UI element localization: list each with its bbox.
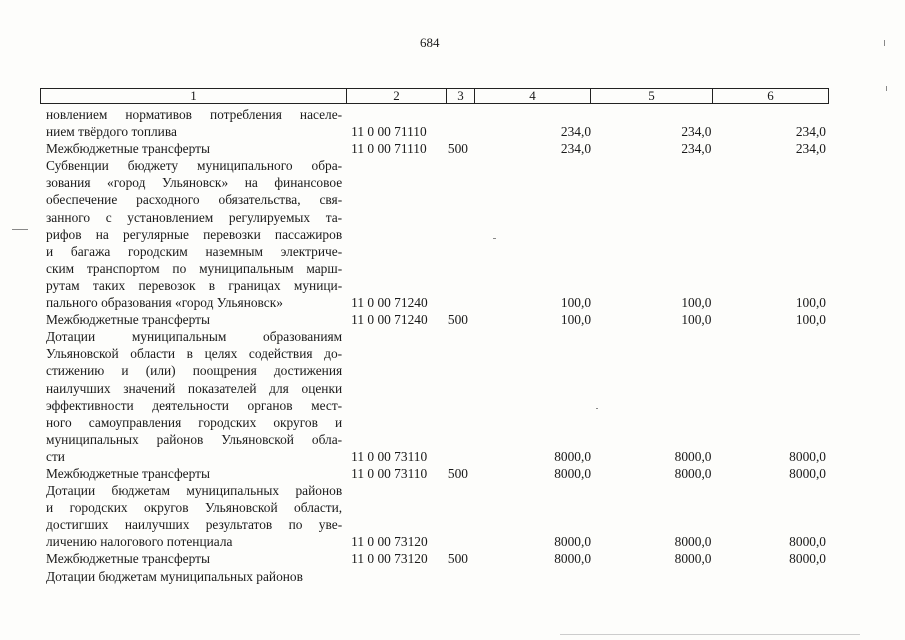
- description-line: зования «город Ульяновск» на финансовое: [46, 175, 343, 191]
- row-value-2020: 8000,0: [674, 465, 712, 481]
- scan-mark: [493, 238, 496, 239]
- scan-mark: [886, 86, 887, 91]
- row-description: [46, 465, 342, 482]
- description-line: Дотации бюджетам муниципальных районов: [46, 483, 343, 499]
- row-description: [46, 328, 342, 465]
- table-row: [46, 550, 826, 567]
- row-expense-type: 500: [447, 141, 468, 157]
- row-value-2019: 8000,0: [554, 551, 592, 567]
- row-code: 11 0 00 71240: [351, 295, 428, 311]
- description-line: Ульяновской области в целях содействия до-: [46, 346, 343, 362]
- row-description: [46, 550, 342, 567]
- row-value-2020: 8000,0: [674, 551, 712, 567]
- table-row: [46, 140, 826, 157]
- row-description: [46, 311, 342, 328]
- row-value-2021: 100,0: [795, 312, 826, 328]
- description-line: занного с установлением регулируемых та-: [46, 209, 343, 225]
- description-line: ским транспортом по муниципальным марш-: [46, 260, 343, 276]
- row-expense-type: 500: [447, 465, 468, 481]
- description-line: и городских округов Ульяновской области,: [46, 500, 343, 516]
- description-line: наилучших значений показателей для оценки: [46, 380, 343, 396]
- description-line: Субвенции бюджету муниципального обра-: [46, 158, 343, 174]
- description-line: стижению и (или) поощрения достижения: [46, 363, 343, 379]
- description-line: эффективности деятельности органов мест-: [46, 397, 343, 413]
- row-code: 11 0 00 73120: [351, 551, 428, 567]
- row-value-2021: 8000,0: [789, 551, 826, 567]
- row-value-2020: 234,0: [681, 124, 712, 140]
- description-line: Межбюджетные трансферты: [46, 141, 210, 157]
- row-description: [46, 140, 342, 157]
- description-line: пального образования «город Ульяновск»: [46, 295, 283, 311]
- description-line: рифов на регулярные перевозки пассажиров: [46, 226, 343, 242]
- description-line: достигших наилучших результатов по уве-: [46, 517, 343, 533]
- row-description: [46, 106, 342, 140]
- description-line: новлением нормативов потребления населе-: [46, 107, 343, 122]
- description-line: ного самоуправления городских округов и: [46, 414, 343, 430]
- row-value-2021: 8000,0: [789, 534, 826, 550]
- header-col-1: 1: [41, 89, 347, 103]
- row-value-2019: 8000,0: [554, 534, 592, 550]
- row-code: 11 0 00 73120: [351, 534, 428, 550]
- description-line: Дотации бюджетам муниципальных районов: [46, 568, 303, 584]
- header-col-6: 6: [767, 88, 774, 103]
- row-description: [46, 157, 342, 311]
- row-value-2020: 100,0: [681, 295, 712, 311]
- row-code: 11 0 00 71110: [351, 124, 427, 140]
- description-line: обеспечение расходного обязательства, свя-: [46, 192, 343, 208]
- description-line: рутам таких перевозок в границах муници-: [46, 277, 343, 293]
- row-expense-type: 500: [447, 312, 468, 328]
- row-value-2021: 8000,0: [789, 465, 826, 481]
- row-value-2021: 100,0: [795, 295, 826, 311]
- table-row: [46, 157, 826, 311]
- row-value-2019: 234,0: [560, 141, 592, 157]
- header-col-5: 5: [591, 89, 713, 103]
- table-header: [40, 88, 829, 104]
- row-value-2019: 100,0: [560, 295, 592, 311]
- row-code: 11 0 00 71240: [351, 312, 428, 328]
- header-col-3: 3: [447, 89, 475, 103]
- row-value-2020: 8000,0: [674, 448, 712, 464]
- description-line: личению налогового потенциала: [46, 534, 233, 550]
- table-row: [46, 568, 826, 585]
- row-value-2019: 8000,0: [554, 448, 592, 464]
- scan-mark: [596, 408, 598, 409]
- scan-mark: [12, 229, 28, 230]
- description-line: Межбюджетные трансферты: [46, 312, 210, 328]
- description-line: нием твёрдого топлива: [46, 124, 177, 140]
- table-body: [46, 106, 826, 585]
- description-line: и багажа городским наземным электриче-: [46, 243, 343, 259]
- description-line: Межбюджетные трансферты: [46, 551, 210, 567]
- row-value-2021: 234,0: [795, 141, 826, 157]
- description-line: Дотации муниципальным образованиям: [46, 329, 343, 345]
- row-description: [46, 482, 342, 550]
- table-row: [46, 311, 826, 328]
- row-value-2019: 234,0: [560, 124, 592, 140]
- row-value-2021: 8000,0: [789, 448, 826, 464]
- row-value-2019: 8000,0: [554, 465, 592, 481]
- row-value-2020: 234,0: [681, 141, 712, 157]
- table-row: [46, 465, 826, 482]
- page-number: 684: [420, 35, 440, 50]
- row-value-2019: 100,0: [560, 312, 592, 328]
- row-value-2020: 100,0: [681, 312, 712, 328]
- table-row: [46, 328, 826, 465]
- row-description: [46, 568, 342, 585]
- row-code: 11 0 00 71110: [351, 141, 427, 157]
- header-col-2: 2: [347, 89, 447, 103]
- row-value-2021: 234,0: [795, 124, 826, 140]
- header-col-4: 4: [475, 89, 591, 103]
- scan-mark: [884, 40, 885, 46]
- table-row: [46, 482, 826, 550]
- description-line: сти: [46, 448, 65, 464]
- table-row: [46, 106, 826, 140]
- row-value-2020: 8000,0: [674, 534, 712, 550]
- description-line: муниципальных районов Ульяновской обла-: [46, 431, 343, 447]
- description-line: Межбюджетные трансферты: [46, 465, 210, 481]
- scan-mark: [560, 634, 860, 635]
- row-code: 11 0 00 73110: [351, 465, 428, 481]
- row-code: 11 0 00 73110: [351, 448, 428, 464]
- row-expense-type: 500: [447, 551, 468, 567]
